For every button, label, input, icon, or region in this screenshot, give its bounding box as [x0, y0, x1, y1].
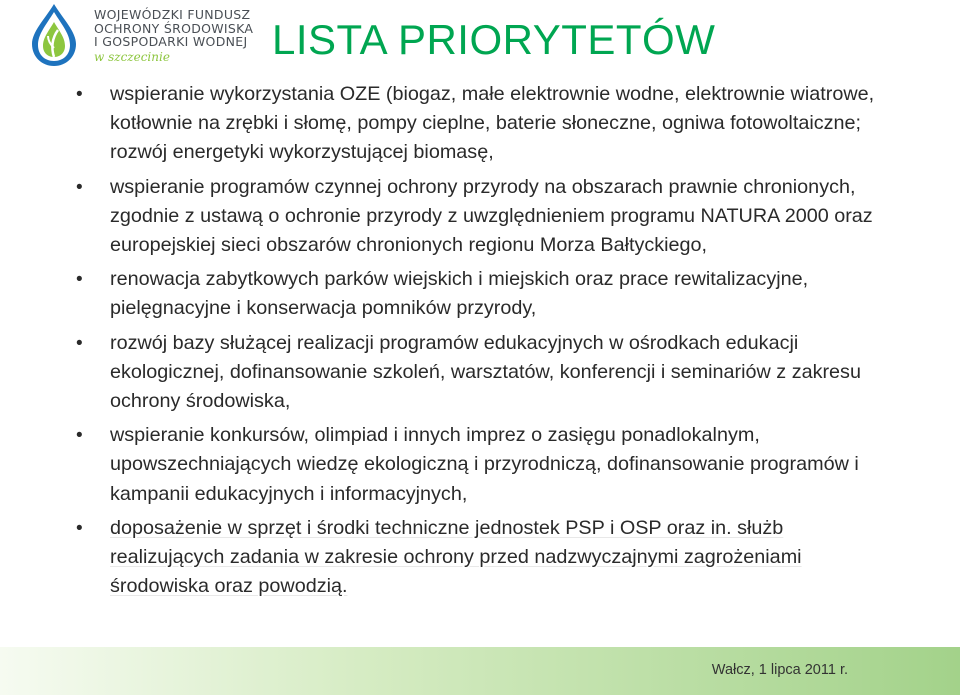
priority-list	[76, 80, 896, 606]
fund-logo	[18, 2, 258, 68]
logo-line-3: I GOSPODARKI WODNEJ	[94, 34, 248, 49]
logo-line-2: OCHRONY ŚRODOWISKA	[94, 20, 254, 36]
list-item: • renowacja zabytkowych parków wiejskich i miejskich oraz prace rewitalizacyjne, pielęgnacyjne i konserwacja pomników przyrody,	[76, 265, 896, 323]
list-item: • doposażenie w sprzęt i środki techniczne jednostek PSP i OSP oraz in. służb realizujących zadania w zakresie ochrony przed nadzwyczajnymi zagrożeniami środowiska oraz powodzią.	[76, 514, 896, 602]
page-title: LISTA PRIORYTETÓW	[272, 16, 716, 63]
list-item: • wspieranie wykorzystania OZE (biogaz, małe elektrownie wodne, elektrownie wiatrowe, kotłownie na zrębki i słomę, pompy cieplne, baterie słoneczne, ogniwa fotowoltaiczne; rozwój energetyki wykorzystującej biomasę,	[76, 80, 896, 168]
water-drop-leaf-icon	[24, 2, 84, 68]
footer-bar	[0, 647, 960, 695]
list-item: • wspieranie konkursów, olimpiad i innych imprez o zasięgu ponadlokalnym, upowszechniających wiedzę ekologiczną i przyrodniczą, dofinansowanie programów i kampanii edukacyjnych i informacyjnych,	[76, 421, 896, 509]
list-item: • wspieranie programów czynnej ochrony przyrody na obszarach prawnie chronionych, zgodnie z ustawą o ochronie przyrody z uwzględnieniem programu NATURA 2000 oraz europejskiej sieci obszarów chronionych regionu Morza Bałtyckiego,	[76, 173, 896, 261]
logo-city: w szczecinie	[94, 49, 170, 64]
logo-text	[94, 8, 253, 64]
list-item: • rozwój bazy służącej realizacji programów edukacyjnych w ośrodkach edukacji ekologicznej, dofinansowanie szkoleń, warsztatów, konferencji i seminariów z zakresu ochrony środowiska,	[76, 329, 896, 417]
logo-line-1: WOJEWÓDZKI FUNDUSZ	[94, 7, 251, 22]
footer-date: Wałcz, 1 lipca 2011 r.	[711, 662, 848, 678]
